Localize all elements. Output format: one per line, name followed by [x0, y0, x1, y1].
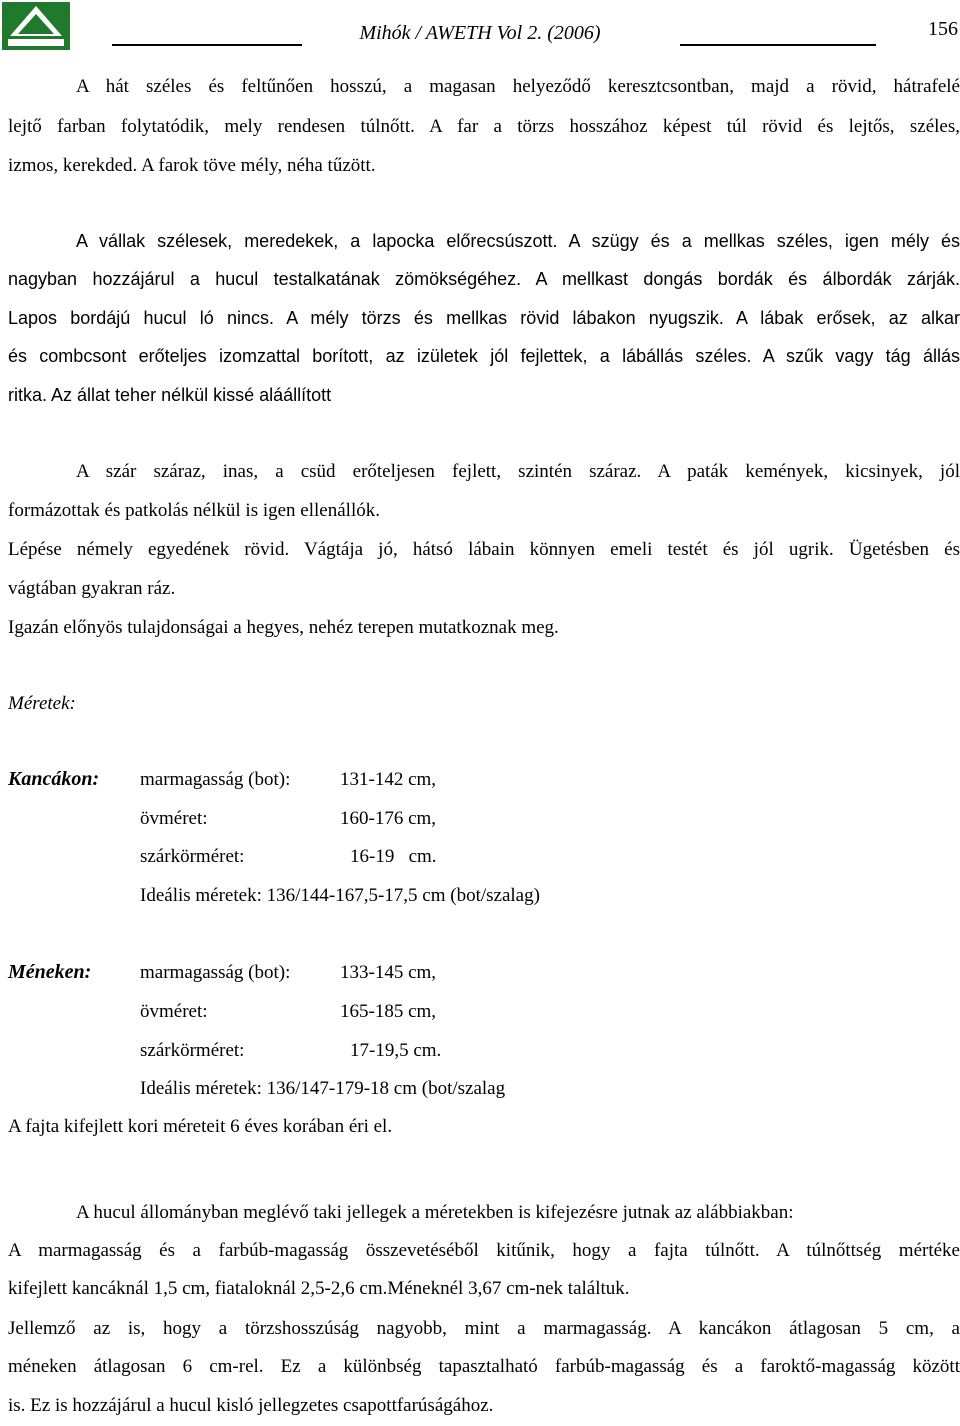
stallions-ideal: Ideális méretek: 136/147-179-18 cm (bot/szalag [140, 1078, 506, 1099]
stallions-label: Méneken: [8, 961, 92, 983]
text-line: A vállak szélesek, meredekek, a lapocka előrecsúszott. A szügy és a mellkas széles, igen mély és [76, 231, 960, 251]
text-line: is. Ez is hozzájárul a hucul kisló jellegzetes csapottfarúságához. [8, 1395, 494, 1416]
maturity-note: A fajta kifejlett kori méreteit 6 éves korában éri el. [8, 1116, 393, 1137]
measure-value: 131-142 cm, [340, 769, 437, 790]
measure-name: övméret: [140, 1001, 208, 1022]
text-line: Jellemző az is, hogy a törzshosszúság nagyobb, mint a marmagasság. A kancákon átlagosan 5 cm, a [8, 1318, 960, 1339]
text-line: lejtő farban folytatódik, mely rendesen túlnőtt. A far a törzs hosszához képest túl rövid és lejtős, széles, [8, 116, 960, 137]
text-line: ritka. Az állat teher nélkül kissé aláállított [8, 385, 332, 405]
text-line: nagyban hozzájárul a hucul testalkatának zömökségéhez. A mellkast dongás bordák és álbordák zárják. [8, 269, 960, 289]
text-line: Igazán előnyös tulajdonságai a hegyes, nehéz terepen mutatkoznak meg. [8, 617, 559, 638]
measure-value: 133-145 cm, [340, 962, 437, 983]
measure-value: 16-19 cm. [350, 846, 437, 867]
text-line: A hucul állományban meglévő taki jellegek a méretekben is kifejezésre jutnak az alábbiakban: [76, 1202, 794, 1223]
mares-ideal: Ideális méretek: 136/144-167,5-17,5 cm (bot/szalag) [140, 885, 540, 906]
measure-value: 165-185 cm, [340, 1001, 437, 1022]
text-line: A szár száraz, inas, a csüd erőteljesen fejlett, szintén száraz. A paták kemények, kicsinyek, jól [76, 461, 960, 482]
measures-heading: Méretek: [8, 693, 76, 714]
measure-name: szárkörméret: [140, 1040, 245, 1061]
text-line: izmos, kerekded. A farok töve mély, néha tűzött. [8, 155, 376, 176]
text-line: formázottak és patkolás nélkül is igen ellenállók. [8, 500, 380, 521]
measure-name: marmagasság (bot): [140, 769, 291, 790]
measure-value: 160-176 cm, [340, 808, 437, 829]
journal-header: Mihók / AWETH Vol 2. (2006) [359, 22, 601, 44]
text-line: méneken átlagosan 6 cm-rel. Ez a különbség tapasztalható farbúb-magasság és a faroktő-magasság között [8, 1356, 960, 1377]
text-line: A hát széles és feltűnően hosszú, a magasan helyeződő keresztcsontban, majd a rövid, hátrafelé [76, 76, 960, 97]
text-line: és combcsont erőteljes izomzattal borított, az izületek jól fejlettek, a lábállás széles. A szűk vagy tág állás [8, 346, 960, 366]
measure-value: 17-19,5 cm. [350, 1040, 442, 1061]
mares-label: Kancákon: [8, 768, 100, 790]
text-line: Lépése némely egyedének rövid. Vágtája jó, hátsó lábain könnyen emeli testét és jól ugrik. Ügetésben és [8, 539, 960, 560]
text-line: vágtában gyakran ráz. [8, 578, 176, 599]
text-line: kifejlett kancáknál 1,5 cm, fiataloknál 2,5-2,6 cm.Méneknél 3,67 cm-nek találtuk. [8, 1278, 630, 1299]
page-number: 156 [928, 18, 958, 40]
measure-name: szárkörméret: [140, 846, 245, 867]
text-line: A marmagasság és a farbúb-magasság összevetéséből kitűnik, hogy a fajta túlnőtt. A túlnőttség mértéke [8, 1240, 960, 1261]
text-line: Lapos bordájú hucul ló nincs. A mély törzs és mellkas rövid lábakon nyugszik. A lábak erősek, az alkar [8, 308, 960, 328]
measure-name: marmagasság (bot): [140, 962, 291, 983]
header-rule-right [680, 44, 876, 46]
measure-name: övméret: [140, 808, 208, 829]
